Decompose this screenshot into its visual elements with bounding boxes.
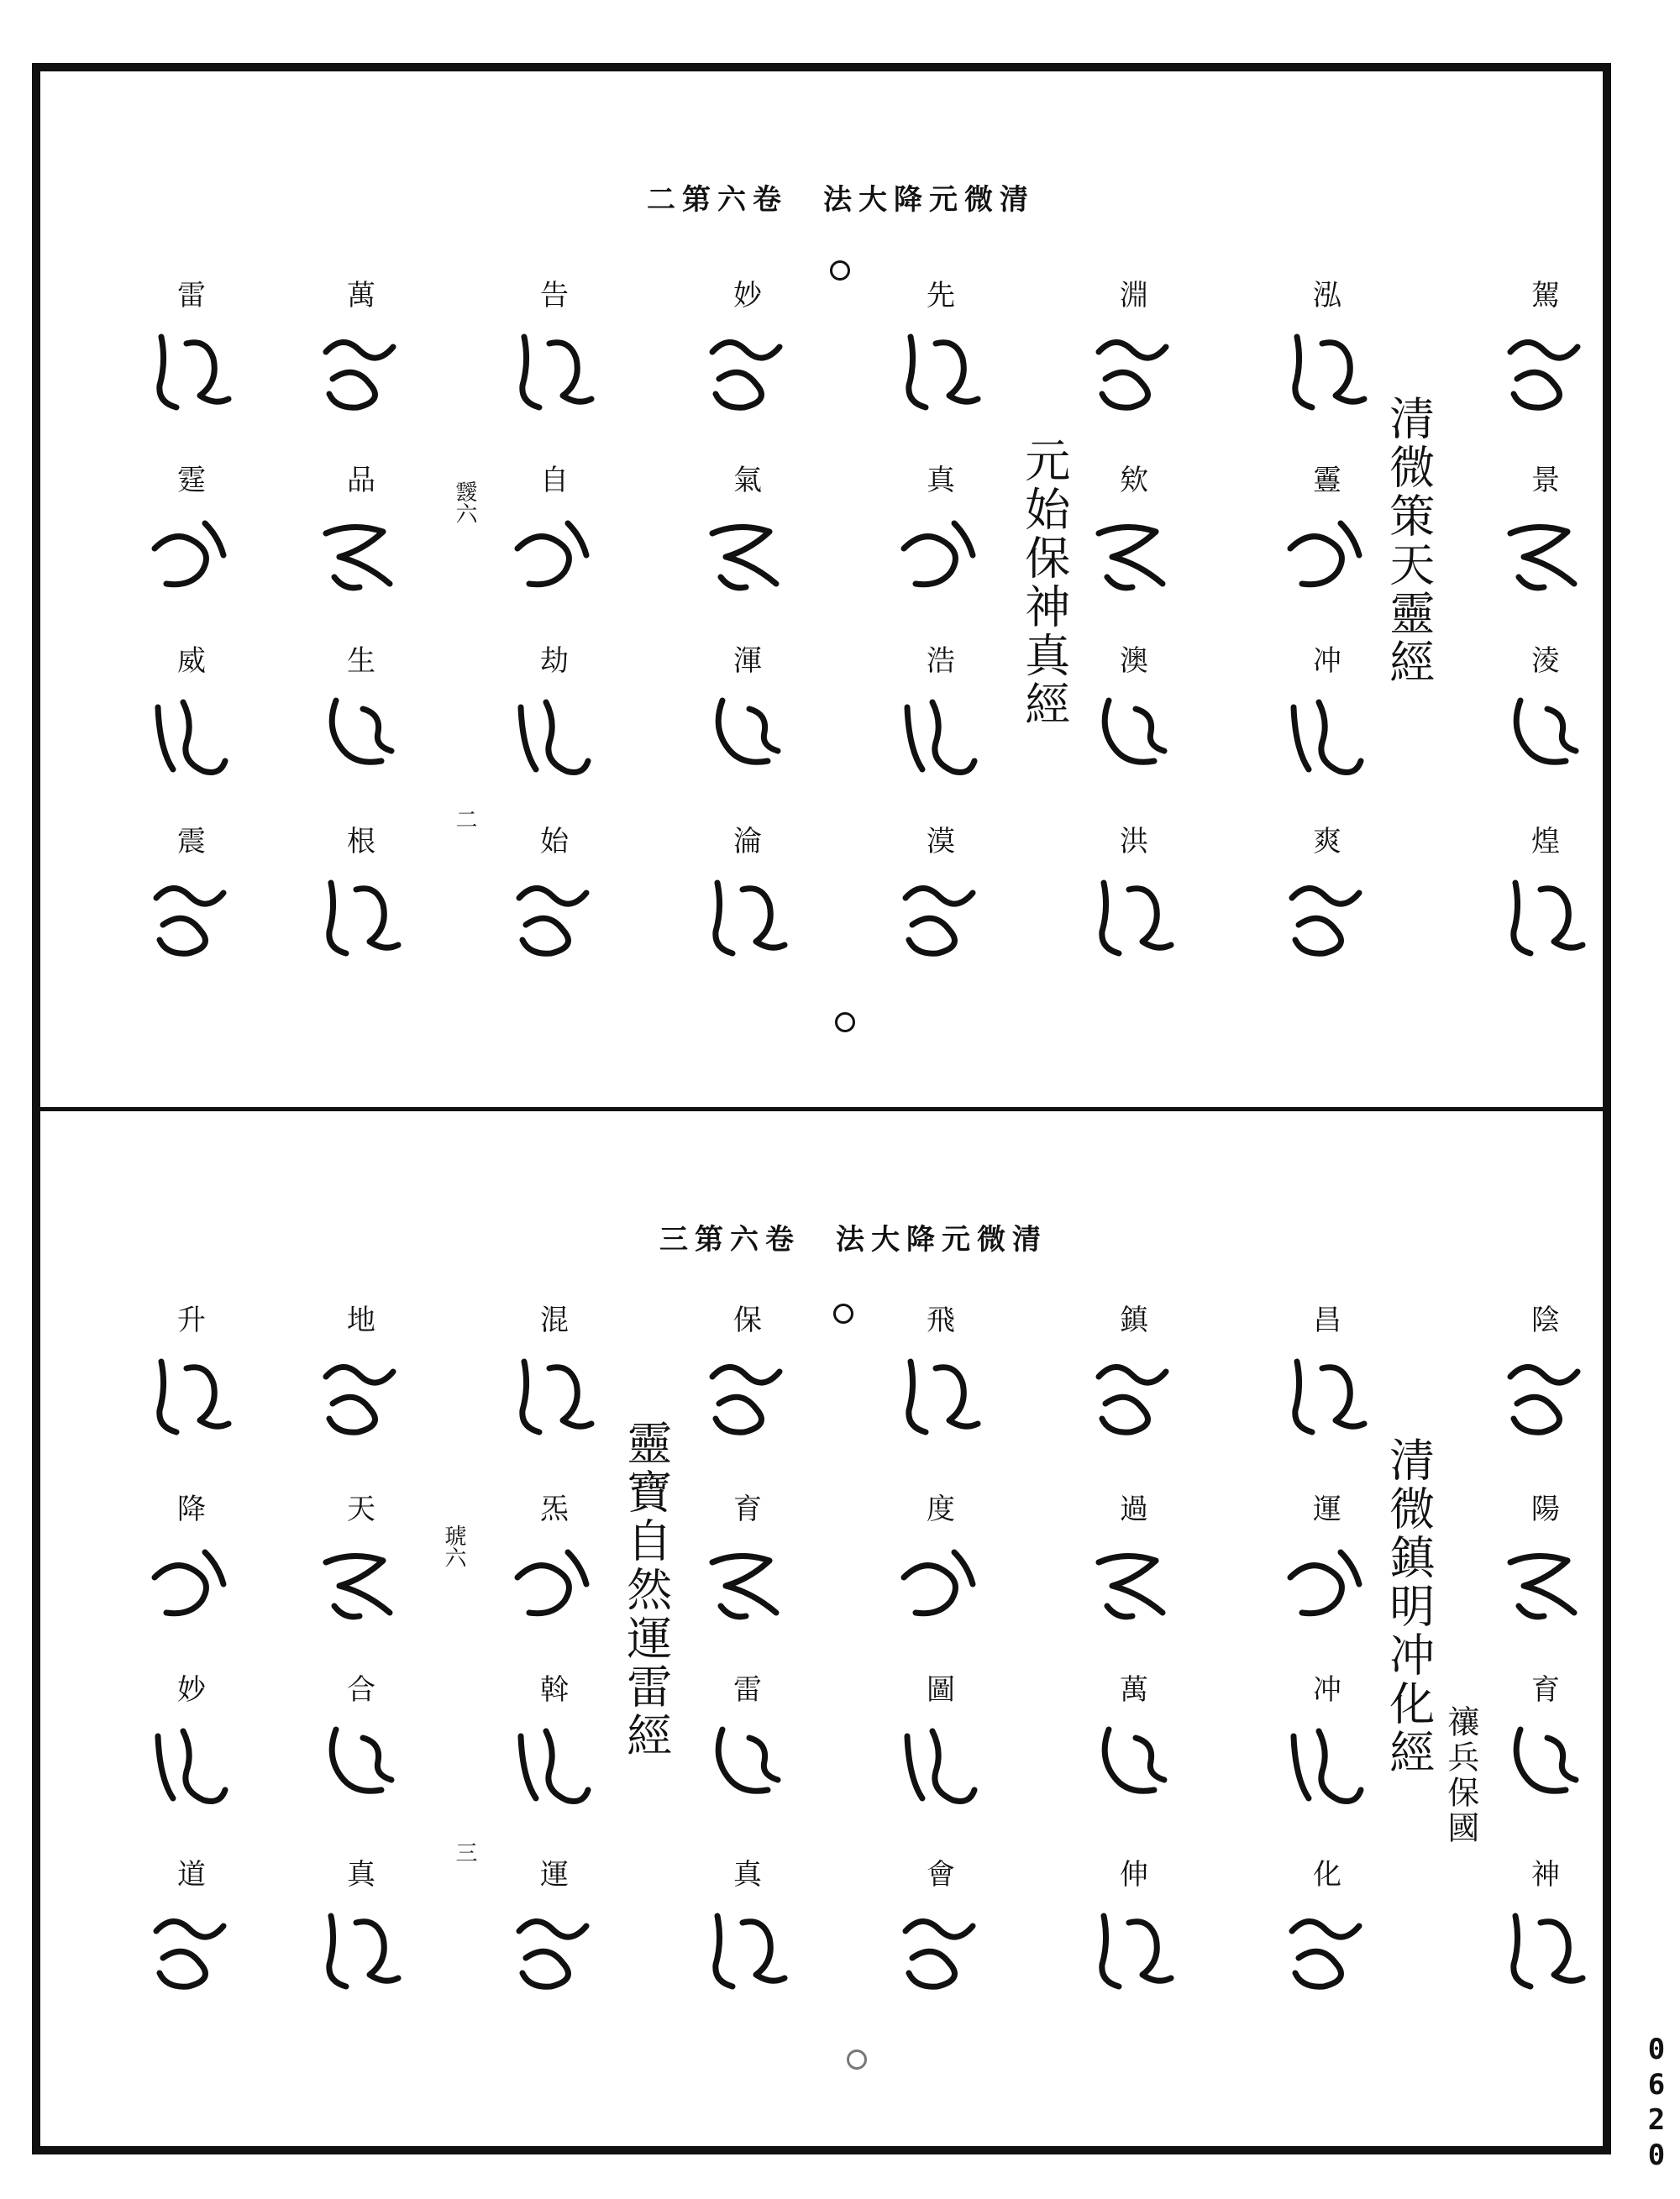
glyph-label: 過 [1120,1493,1148,1526]
seal-glyph [1495,644,1596,798]
glyph-label: 始 [540,825,569,858]
glyph-label: 天 [347,1493,375,1526]
talisman-script-glyph [890,1713,991,1822]
seal-glyph [1084,1860,1184,2012]
talisman-script-glyph [504,503,605,612]
glyph-label: 育 [733,1493,762,1526]
glyph-label: 斡 [540,1673,569,1707]
talisman-script-glyph [1084,864,1184,974]
talisman-script-glyph [311,1343,412,1452]
glyph-label: 冲 [1313,1673,1341,1707]
punctuation-circle [830,260,850,281]
seal-glyph [504,1860,605,2012]
seal-glyph [890,827,991,979]
talisman-script-glyph [890,1343,991,1452]
glyph-label: 生 [347,644,375,678]
glyph-label: 先 [927,279,955,312]
glyph-stroke [1099,1367,1166,1432]
seal-glyph [1495,1306,1596,1457]
glyph-stroke [326,527,390,587]
talisman-script-glyph [1495,318,1596,428]
punctuation-circle [847,2049,867,2070]
talisman-script-glyph [141,1713,242,1822]
glyph-stroke [519,1921,586,1986]
glyph-label: 真 [347,1858,375,1892]
seal-glyph [1084,1673,1184,1827]
talisman-script-glyph [504,1532,605,1641]
talisman-script-glyph [890,503,991,612]
talisman-script-glyph [311,864,412,974]
talisman-script-glyph [141,1532,242,1641]
talisman-script-glyph [1084,503,1184,612]
glyph-label: 伸 [1120,1858,1148,1892]
seal-glyph [697,1306,798,1457]
glyph-label: 劫 [540,644,569,678]
glyph-label: 淪 [733,825,762,858]
glyph-stroke [718,701,778,762]
glyph-label: 妙 [733,279,762,312]
talisman-script-glyph [697,503,798,612]
talisman-script-glyph [141,684,242,793]
seal-glyph [141,1673,242,1827]
seal-glyph [1277,1673,1378,1827]
talisman-script-glyph [504,1713,605,1822]
glyph-label: 漠 [927,825,955,858]
glyph-label: 自 [540,464,569,497]
talisman-script-glyph [1495,1897,1596,2007]
glyph-label: 雷 [177,279,206,312]
seal-glyph [1495,466,1596,617]
talisman-script-glyph [1084,318,1184,428]
glyph-label: 雷 [733,1673,762,1707]
seal-glyph [141,644,242,798]
margin-note: 靉六 [452,480,477,524]
glyph-label: 會 [927,1858,955,1892]
running-head-top: 清微元降大法 卷六第二 [647,183,1035,217]
seal-glyph [890,1495,991,1646]
glyph-stroke [326,1556,390,1616]
glyph-label: 爽 [1313,825,1341,858]
glyph-label: 告 [540,279,569,312]
glyph-label: 合 [347,1673,375,1707]
glyph-stroke [517,523,586,585]
glyph-label: 陰 [1531,1304,1560,1337]
seal-glyph [311,1306,412,1457]
glyph-label: 昌 [1313,1304,1341,1337]
talisman-script-glyph [890,1897,991,2007]
glyph-stroke [1099,1556,1163,1616]
seal-glyph [504,466,605,617]
glyph-label: 品 [347,464,375,497]
seal-glyph [311,1495,412,1646]
seal-glyph [890,1306,991,1457]
glyph-label: 運 [1313,1493,1341,1526]
glyph-label: 澳 [1120,644,1148,678]
talisman-script-glyph [504,318,605,428]
seal-glyph [1084,1306,1184,1457]
talisman-script-glyph [1084,1343,1184,1452]
talisman-script-glyph [141,864,242,974]
page-number: 0620 [1640,2033,1673,2174]
seal-glyph [141,281,242,433]
talisman-script-glyph [697,864,798,974]
talisman-script-glyph [697,1713,798,1822]
seal-glyph [1277,281,1378,433]
seal-glyph [311,827,412,979]
talisman-script-glyph [141,318,242,428]
talisman-script-glyph [890,1532,991,1641]
glyph-stroke [155,1552,223,1614]
seal-glyph [311,466,412,617]
seal-glyph [141,827,242,979]
seal-glyph [141,466,242,617]
glyph-stroke [909,337,978,407]
talisman-script-glyph [1277,1343,1378,1452]
glyph-label: 萬 [347,279,375,312]
glyph-label: 運 [540,1858,569,1892]
seal-glyph [697,1860,798,2012]
seal-glyph [504,1495,605,1646]
talisman-script-glyph [1495,1532,1596,1641]
talisman-script-glyph [1495,1343,1596,1452]
glyph-stroke [1292,1921,1359,1986]
glyph-stroke [1290,523,1359,585]
glyph-label: 浩 [927,644,955,678]
glyph-label: 妙 [177,1673,206,1707]
glyph-label: 霆 [177,464,206,497]
seal-glyph [311,1860,412,2012]
glyph-label: 保 [733,1304,762,1337]
seal-glyph [1495,1860,1596,2012]
glyph-stroke [718,1729,778,1791]
glyph-stroke [329,883,398,953]
seal-glyph [1277,827,1378,979]
glyph-label: 真 [927,464,955,497]
glyph-stroke [1294,702,1361,773]
glyph-label: 飛 [927,1304,955,1337]
glyph-label: 陽 [1531,1493,1560,1526]
seal-glyph [1277,644,1378,798]
glyph-label: 根 [347,825,375,858]
seal-glyph [890,1860,991,2012]
glyph-label: 淩 [1531,644,1560,678]
talisman-script-glyph [1277,1897,1378,2007]
glyph-stroke [716,883,785,953]
glyph-stroke [160,337,228,407]
scripture-subtitle-bottom: 靈寶自然運雷經 [619,1420,673,1761]
glyph-label: 煌 [1531,825,1560,858]
talisman-script-glyph [1084,1713,1184,1822]
glyph-label: 景 [1531,464,1560,497]
glyph-stroke [156,1921,223,1986]
glyph-stroke [158,1731,225,1802]
margin-note: 二 [452,808,477,830]
glyph-stroke [1294,1731,1361,1802]
glyph-stroke [1099,527,1163,587]
glyph-stroke [1516,1729,1576,1791]
seal-glyph [697,466,798,617]
talisman-script-glyph [1084,684,1184,793]
seal-glyph [1495,281,1596,433]
page-divider [32,1107,1611,1111]
glyph-label: 降 [177,1493,206,1526]
talisman-script-glyph [311,1713,412,1822]
glyph-stroke [712,1367,780,1432]
seal-glyph [1084,466,1184,617]
glyph-stroke [1102,1916,1171,1986]
seal-glyph [311,281,412,433]
talisman-script-glyph [890,318,991,428]
running-head-bottom: 清微元降大法 卷六第三 [659,1223,1047,1257]
glyph-stroke [326,342,393,407]
scripture-side-note: 禳兵保國 [1441,1705,1479,1846]
talisman-script-glyph [697,1897,798,2007]
seal-glyph [1084,644,1184,798]
seal-glyph [890,281,991,433]
punctuation-circle [833,1304,853,1324]
seal-glyph [1277,1860,1378,2012]
glyph-stroke [332,1729,391,1791]
glyph-stroke [1102,883,1171,953]
glyph-stroke [329,1916,398,1986]
talisman-script-glyph [1495,684,1596,793]
seal-glyph [1084,827,1184,979]
talisman-script-glyph [311,503,412,612]
talisman-script-glyph [1495,864,1596,974]
talisman-script-glyph [504,864,605,974]
seal-glyph [1495,1495,1596,1646]
talisman-script-glyph [1277,1532,1378,1641]
glyph-stroke [519,888,586,953]
seal-glyph [697,1495,798,1646]
seal-glyph [697,281,798,433]
glyph-label: 育 [1531,1673,1560,1707]
talisman-script-glyph [1495,1713,1596,1822]
talisman-script-glyph [504,684,605,793]
glyph-label: 地 [347,1304,375,1337]
seal-glyph [141,1495,242,1646]
talisman-script-glyph [141,503,242,612]
seal-glyph [504,281,605,433]
seal-glyph [1495,827,1596,979]
glyph-label: 氣 [733,464,762,497]
glyph-stroke [712,1556,776,1616]
glyph-stroke [1510,527,1574,587]
glyph-stroke [904,1552,973,1614]
seal-glyph [1277,466,1378,617]
glyph-label: 霻 [1313,464,1341,497]
glyph-label: 升 [177,1304,206,1337]
glyph-label: 萬 [1120,1673,1148,1707]
glyph-label: 泓 [1313,279,1341,312]
seal-glyph [504,1306,605,1457]
seal-glyph [890,644,991,798]
talisman-script-glyph [141,1897,242,2007]
scripture-title-bottom: 清微鎮明冲化經 [1382,1436,1436,1777]
talisman-script-glyph [890,864,991,974]
scripture-title-top: 清微策天靈經 [1382,395,1436,687]
glyph-stroke [326,1367,393,1432]
talisman-script-glyph [311,684,412,793]
glyph-stroke [1295,1362,1364,1432]
glyph-stroke [904,523,973,585]
talisman-script-glyph [697,1343,798,1452]
glyph-stroke [1510,1367,1578,1432]
seal-glyph [697,644,798,798]
glyph-stroke [907,1731,974,1802]
talisman-script-glyph [697,684,798,793]
glyph-stroke [909,1362,978,1432]
glyph-stroke [906,1921,973,1986]
glyph-stroke [1105,1729,1164,1791]
glyph-label: 洪 [1120,825,1148,858]
seal-glyph [504,827,605,979]
talisman-script-glyph [1277,503,1378,612]
glyph-stroke [522,1362,591,1432]
seal-glyph [1277,1306,1378,1457]
talisman-script-glyph [311,318,412,428]
talisman-script-glyph [1084,1897,1184,2007]
glyph-stroke [160,1362,228,1432]
seal-glyph [890,466,991,617]
glyph-stroke [1295,337,1364,407]
glyph-stroke [1290,1552,1359,1614]
talisman-script-glyph [1277,684,1378,793]
seal-glyph [311,1673,412,1827]
seal-glyph [1277,1495,1378,1646]
glyph-stroke [521,702,588,773]
talisman-script-glyph [1495,503,1596,612]
glyph-stroke [716,1916,785,1986]
glyph-label: 圖 [927,1673,955,1707]
punctuation-circle [835,1012,855,1032]
talisman-script-glyph [311,1532,412,1641]
glyph-stroke [156,888,223,953]
glyph-stroke [907,702,974,773]
glyph-label: 化 [1313,1858,1341,1892]
glyph-label: 炁 [540,1493,569,1526]
talisman-script-glyph [697,1532,798,1641]
seal-glyph [697,1673,798,1827]
glyph-stroke [155,523,223,585]
glyph-stroke [712,527,776,587]
scripture-subtitle-top: 元始保神真經 [1017,437,1071,729]
glyph-label: 真 [733,1858,762,1892]
glyph-stroke [522,337,591,407]
seal-glyph [1495,1673,1596,1827]
glyph-stroke [1514,883,1583,953]
talisman-script-glyph [1277,1713,1378,1822]
glyph-label: 混 [540,1304,569,1337]
glyph-label: 震 [177,825,206,858]
talisman-script-glyph [141,1343,242,1452]
glyph-label: 威 [177,644,206,678]
glyph-stroke [1105,701,1164,762]
seal-glyph [504,1673,605,1827]
glyph-stroke [1510,1556,1574,1616]
glyph-label: 道 [177,1858,206,1892]
talisman-script-glyph [1277,318,1378,428]
seal-glyph [311,644,412,798]
glyph-label: 欸 [1120,464,1148,497]
glyph-stroke [1099,342,1166,407]
glyph-label: 淵 [1120,279,1148,312]
talisman-script-glyph [504,1897,605,2007]
talisman-script-glyph [1084,1532,1184,1641]
seal-glyph [890,1673,991,1827]
glyph-stroke [712,342,780,407]
talisman-script-glyph [890,684,991,793]
talisman-script-glyph [697,318,798,428]
glyph-stroke [1516,701,1576,762]
seal-glyph [1084,281,1184,433]
glyph-stroke [517,1552,586,1614]
talisman-script-glyph [311,1897,412,2007]
glyph-label: 駕 [1531,279,1560,312]
glyph-stroke [521,1731,588,1802]
seal-glyph [504,644,605,798]
margin-note: 三 [452,1841,477,1863]
talisman-script-glyph [504,1343,605,1452]
seal-glyph [697,827,798,979]
glyph-stroke [158,702,225,773]
glyph-label: 度 [927,1493,955,1526]
seal-glyph [141,1306,242,1457]
glyph-label: 鎮 [1120,1304,1148,1337]
glyph-label: 神 [1531,1858,1560,1892]
seal-glyph [1084,1495,1184,1646]
seal-glyph [141,1860,242,2012]
glyph-stroke [1292,888,1359,953]
margin-note: 琥六 [441,1525,466,1568]
talisman-script-glyph [1277,864,1378,974]
glyph-stroke [906,888,973,953]
glyph-label: 渾 [733,644,762,678]
glyph-stroke [332,701,391,762]
glyph-stroke [1514,1916,1583,1986]
glyph-stroke [1510,342,1578,407]
glyph-label: 冲 [1313,644,1341,678]
